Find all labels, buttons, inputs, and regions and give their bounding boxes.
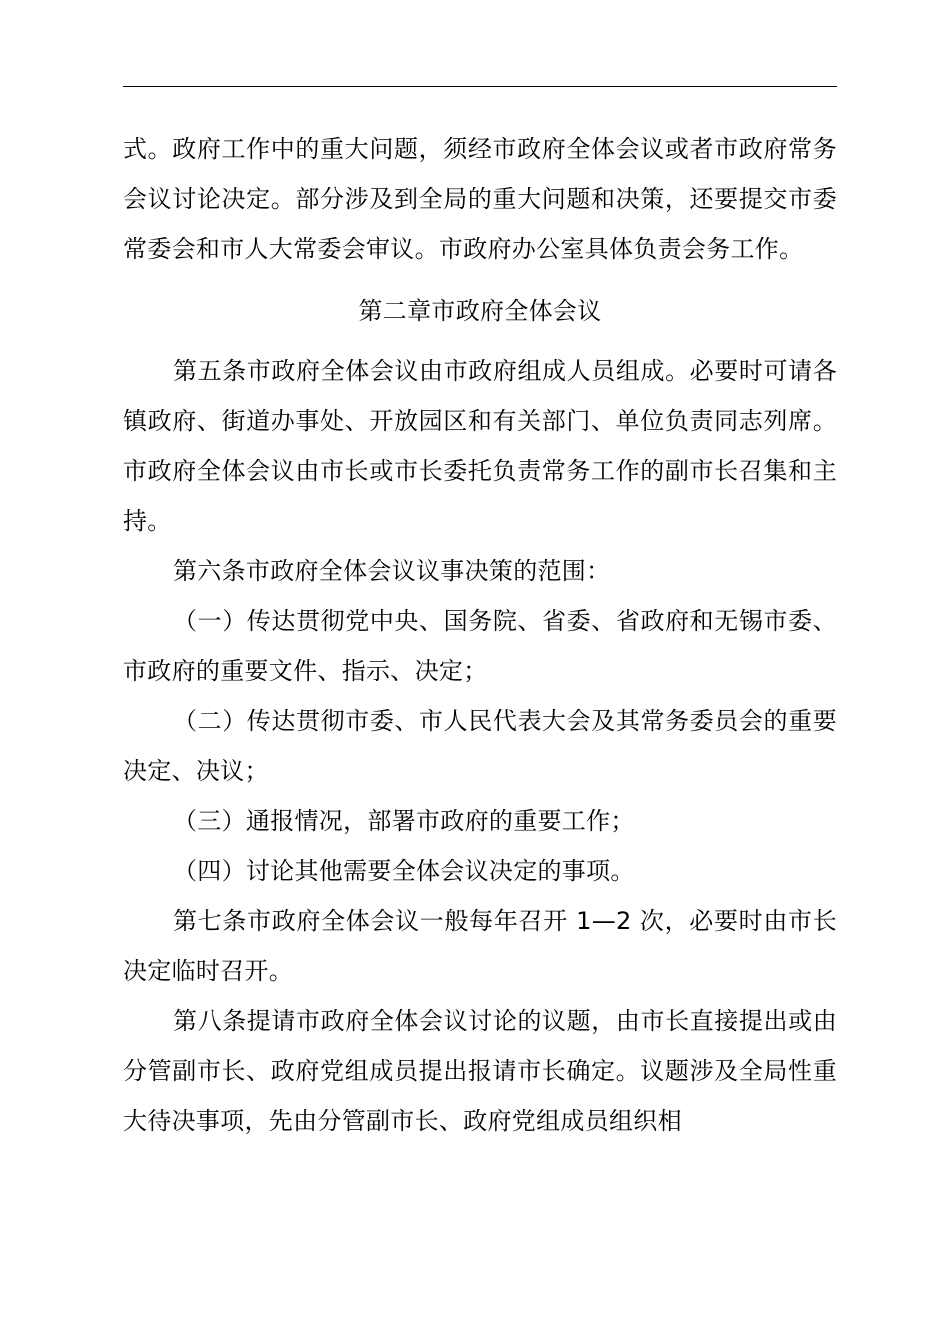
paragraph-continuation: 式。政府工作中的重大问题，须经市政府全体会议或者市政府常务会议讨论决定。部分涉及到全局的重大问题和决策，还要提交市委常委会和市人大常委会审议。市政府办公室具体负责会务工作。 [123,135,837,263]
article-6-item-4: （四）讨论其他需要全体会议决定的事项。 [173,857,635,885]
header-rule [123,86,837,87]
article-6-item-3: （三）通报情况，部署市政府的重要工作； [173,807,635,835]
article-6-item-1: （一）传达贯彻党中央、国务院、省委、省政府和无锡市委、市政府的重要文件、指示、决定； [123,607,837,685]
article-6-item-2: （二）传达贯彻市委、市人民代表大会及其常务委员会的重要决定、决议； [123,707,837,785]
article-5: 第五条市政府全体会议由市政府组成人员组成。必要时可请各镇政府、街道办事处、开放园区和有关部门、单位负责同志列席。市政府全体会议由市长或市长委托负责常务工作的副市长召集和主持。 [123,357,837,535]
document-body [123,124,837,1146]
chapter-heading: 第二章市政府全体会议 [358,297,602,325]
article-7: 第七条市政府全体会议一般每年召开 1—2 次，必要时由市长决定临时召开。 [123,907,837,985]
article-6-intro: 第六条市政府全体会议议事决策的范围： [173,557,611,585]
article-8: 第八条提请市政府全体会议讨论的议题，由市长直接提出或由分管副市长、政府党组成员提出报请市长确定。议题涉及全局性重大待决事项，先由分管副市长、政府党组成员组织相 [123,1007,837,1135]
